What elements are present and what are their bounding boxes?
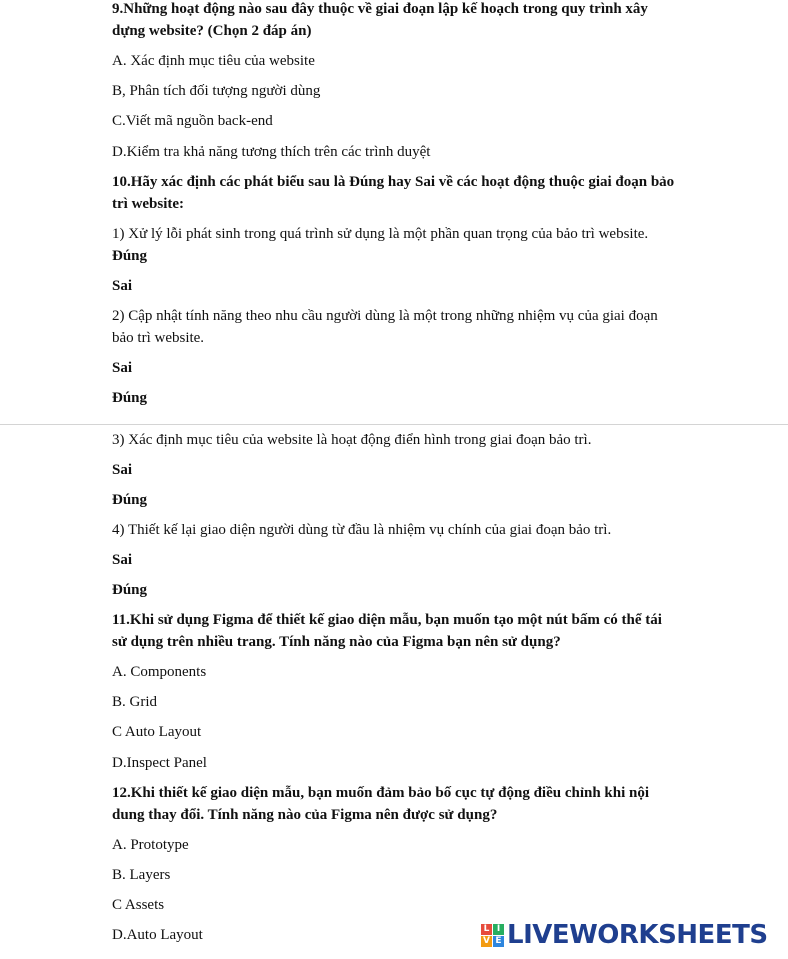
q10-statement-2-line2: bảo trì website. <box>112 330 205 346</box>
q11-title-line1: 11.Khi sử dụng Figma để thiết kế giao diện mẫu, bạn muốn tạo một nút bấm có thể tái <box>112 612 662 628</box>
q10-s3-option-dung[interactable]: Đúng <box>112 492 148 508</box>
liveworksheets-logo-text: LIVEWORKSHEETS <box>507 920 768 950</box>
q10-statement-4: 4) Thiết kế lại giao diện người dùng từ đầu là nhiệm vụ chính của giai đoạn bảo trì. <box>112 522 612 538</box>
q12-option-b[interactable]: B. Layers <box>112 867 171 883</box>
logo-mark-v: V <box>481 936 492 947</box>
q10-s2-option-dung[interactable]: Đúng <box>112 390 148 406</box>
q9-title-line1: 9.Những hoạt động nào sau đây thuộc về giai đoạn lập kế hoạch trong quy trình xây <box>112 1 648 17</box>
q10-title-line1: 10.Hãy xác định các phát biểu sau là Đúng hay Sai về các hoạt động thuộc giai đoạn bảo <box>112 174 675 190</box>
q9-option-a[interactable]: A. Xác định mục tiêu của website <box>112 53 315 69</box>
logo-mark-e: E <box>493 936 504 947</box>
q9-title-line2: dựng website? (Chọn 2 đáp án) <box>112 23 312 39</box>
logo-mark-l: L <box>481 924 492 935</box>
q10-s1-option-dung[interactable]: Đúng <box>112 248 148 264</box>
q10-statement-3: 3) Xác định mục tiêu của website là hoạt động điển hình trong giai đoạn bảo trì. <box>112 432 592 448</box>
q10-s2-option-sai[interactable]: Sai <box>112 360 133 376</box>
q9-option-d[interactable]: D.Kiểm tra khả năng tương thích trên các trình duyệt <box>112 144 431 160</box>
q10-s3-option-sai[interactable]: Sai <box>112 462 133 478</box>
q10-statement-2-line1: 2) Cập nhật tính năng theo nhu cầu người dùng là một trong những nhiệm vụ của giai đoạn <box>112 308 658 324</box>
q11-option-d[interactable]: D.Inspect Panel <box>112 755 207 771</box>
logo-mark-i: I <box>493 924 504 935</box>
q11-option-b[interactable]: B. Grid <box>112 694 157 710</box>
q10-s1-option-sai[interactable]: Sai <box>112 278 133 294</box>
q10-statement-1: 1) Xử lý lỗi phát sinh trong quá trình sử dụng là một phần quan trọng của bảo trì website. <box>112 226 649 242</box>
page-divider <box>0 424 788 425</box>
q9-option-b[interactable]: B, Phân tích đối tượng người dùng <box>112 83 321 99</box>
q9-option-c[interactable]: C.Viết mã nguồn back-end <box>112 113 273 129</box>
q10-title-line2: trì website: <box>112 196 185 212</box>
q11-option-c[interactable]: C Auto Layout <box>112 724 202 740</box>
q12-option-a[interactable]: A. Prototype <box>112 837 189 853</box>
q11-title-line2: sử dụng trên nhiều trang. Tính năng nào của Figma bạn nên sử dụng? <box>112 634 561 650</box>
q12-option-d[interactable]: D.Auto Layout <box>112 927 203 943</box>
liveworksheets-logo <box>481 918 768 952</box>
q12-option-c[interactable]: C Assets <box>112 897 165 913</box>
q12-title-line1: 12.Khi thiết kế giao diện mẫu, bạn muốn đảm bảo bố cục tự động điều chỉnh khi nội <box>112 785 650 801</box>
q10-s4-option-dung[interactable]: Đúng <box>112 582 148 598</box>
q10-s4-option-sai[interactable]: Sai <box>112 552 133 568</box>
q12-title-line2: dung thay đổi. Tính năng nào của Figma nên được sử dụng? <box>112 807 498 823</box>
q11-option-a[interactable]: A. Components <box>112 664 207 680</box>
liveworksheets-logo-icon <box>481 924 504 947</box>
